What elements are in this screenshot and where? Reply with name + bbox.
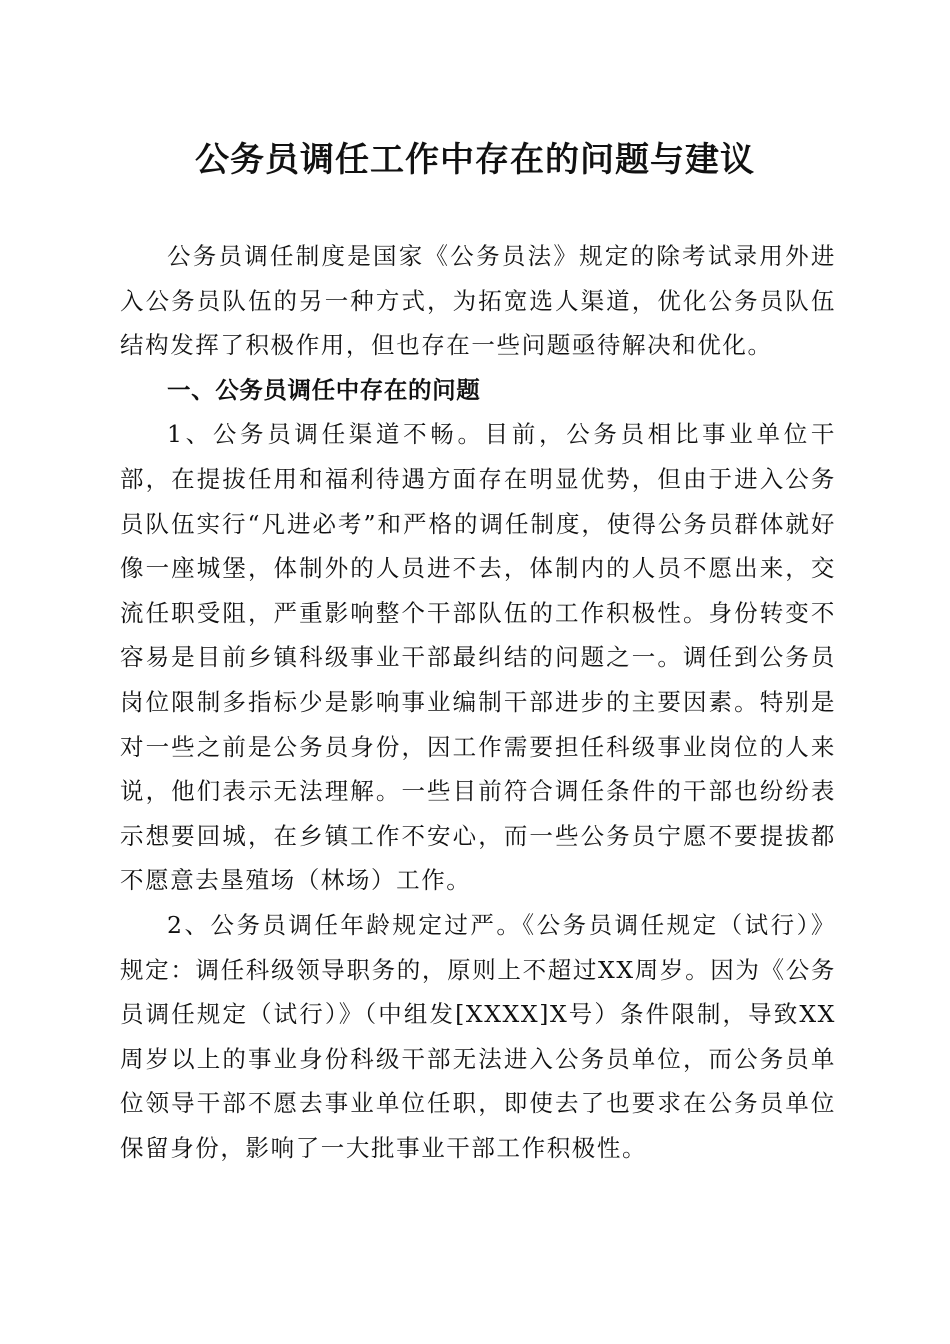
intro-paragraph: 公务员调任制度是国家《公务员法》规定的除考试录用外进入公务员队伍的另一种方式，为拓宽选人渠道，优化公务员队伍结构发挥了积极作用，但也存在一些问题亟待解决和优化。 bbox=[120, 242, 836, 360]
section-heading: 一、公务员调任中存在的问题 bbox=[167, 375, 481, 404]
paragraph-2: 2、公务员调任年龄规定过严。《公务员调任规定（试行）》规定：调任科级领导职务的，原则上不超过XX周岁。因为《公务员调任规定（试行）》（中组发[XXXX]X号）条件限制，导致XX周岁以上的事业身份科级干部无法进入公务员单位，而公务员单位领导干部不愿去事业单位任职，即使去了也要求在公务员单位保留身份，影响了一大批事业干部工作积极性。 bbox=[120, 910, 836, 1162]
document-body bbox=[120, 234, 836, 1170]
page-title: 公务员调任工作中存在的问题与建议 bbox=[195, 140, 755, 180]
paragraph-1: 1、公务员调任渠道不畅。目前，公务员相比事业单位干部，在提拔任用和福利待遇方面存在明显优势，但由于进入公务员队伍实行“凡进必考”和严格的调任制度，使得公务员群体就好像一座城堡，体制外的人员进不去，体制内的人员不愿出来，交流任职受阻，严重影响整个干部队伍的工作积极性。身份转变不容易是目前乡镇科级事业干部最纠结的问题之一。调任到公务员岗位限制多指标少是影响事业编制干部进步的主要因素。特别是对一些之前是公务员身份，因工作需要担任科级事业岗位的人来说，他们表示无法理解。一些目前符合调任条件的干部也纷纷表示想要回城，在乡镇工作不安心，而一些公务员宁愿不要提拔都不愿意去垦殖场（林场）工作。 bbox=[120, 420, 836, 895]
